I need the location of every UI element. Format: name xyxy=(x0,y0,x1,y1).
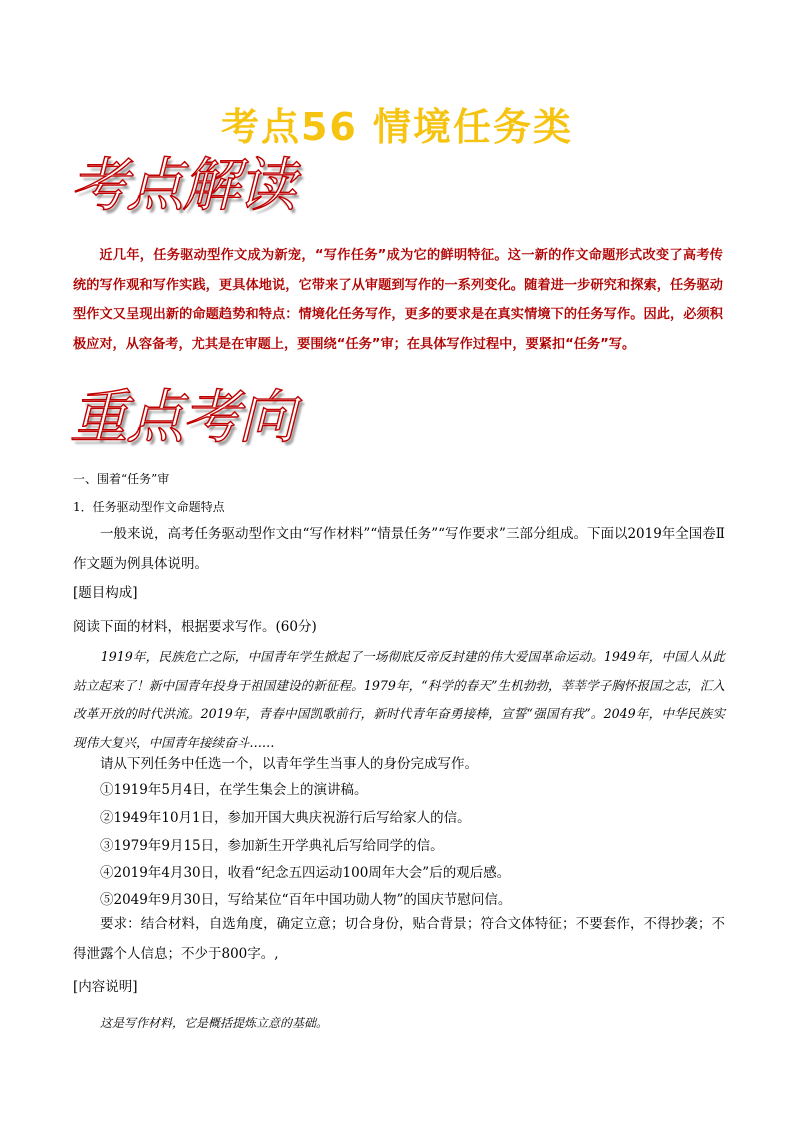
explanation-paragraph: 一般来说，高考任务驱动型作文由“写作材料”“情景任务”“写作要求”三部分组成。下面以2019年全国卷Ⅱ作文题为例具体说明。 xyxy=(73,526,725,572)
writing-material: 1919年，民族危亡之际，中国青年学生掀起了一场彻底反帝反封建的伟大爱国革命运动。1949年，中国人从此站立起来了！新中国青年投身于祖国建设的新征程。1979年，“科学的春天”生机勃勃，莘莘学子胸怀报国之志，汇入改革开放的时代洪流。2019年，青春中国凯歌前行，新时代青年奋勇接棒，宣誓“强国有我”。2049年，中华民族实现伟大复兴，中国青年接续奋斗…… xyxy=(73,649,725,750)
page-title: 考点56 情境任务类 xyxy=(220,105,574,149)
writing-prompt: 阅读下面的材料，根据要求写作。(60分) xyxy=(73,619,317,635)
label-content: [内容说明] xyxy=(73,979,138,995)
section-heading: 一、围着“任务”审 xyxy=(73,472,170,486)
section-banner-focus: 重点考向 xyxy=(70,383,295,451)
task-item: ⑤2049年9月30日，写给某位“百年中国功勋人物”的国庆节慰问信。 xyxy=(100,892,512,908)
task-item: ③1979年9月15日，参加新生开学典礼后写给同学的信。 xyxy=(100,838,444,854)
task-item: ④2019年4月30日，收看“纪念五四运动100周年大会”后的观后感。 xyxy=(100,865,511,881)
subheading: 1．任务驱动型作文命题特点 xyxy=(73,500,225,514)
task-intro: 请从下列任务中任选一个，以青年学生当事人的身份完成写作。 xyxy=(100,756,478,772)
label-structure: [题目构成] xyxy=(73,585,138,601)
task-item: ①1919年5月4日，在学生集会上的演讲稿。 xyxy=(100,782,368,798)
section-banner-analysis: 考点解读 xyxy=(70,151,295,219)
content-note: 这是写作材料，它是概括提炼立意的基础。 xyxy=(100,1016,329,1030)
requirements-paragraph: 要求：结合材料，自选角度，确定立意；切合身份，贴合背景；符合文体特征；不要套作，不得抄袭；不得泄露个人信息；不少于800字。, xyxy=(73,916,725,962)
intro-paragraph: 近几年，任务驱动型作文成为新宠，“写作任务”成为它的鲜明特征。这一新的作文命题形式改变了高考传统的写作观和写作实践，更具体地说，它带来了从审题到写作的一系列变化。随着进一步研究和探索，任务驱动型作文又呈现出新的命题趋势和特点：情境化任务写作，更多的要求是在真实情境下的任务写作。因此，必须积极应对，从容备考，尤其是在审题上，要围绕“任务”审；在具体写作过程中，要紧扣“任务”写。 xyxy=(73,248,723,352)
task-item: ②1949年10月1日，参加开国大典庆祝游行后写给家人的信。 xyxy=(100,810,471,826)
